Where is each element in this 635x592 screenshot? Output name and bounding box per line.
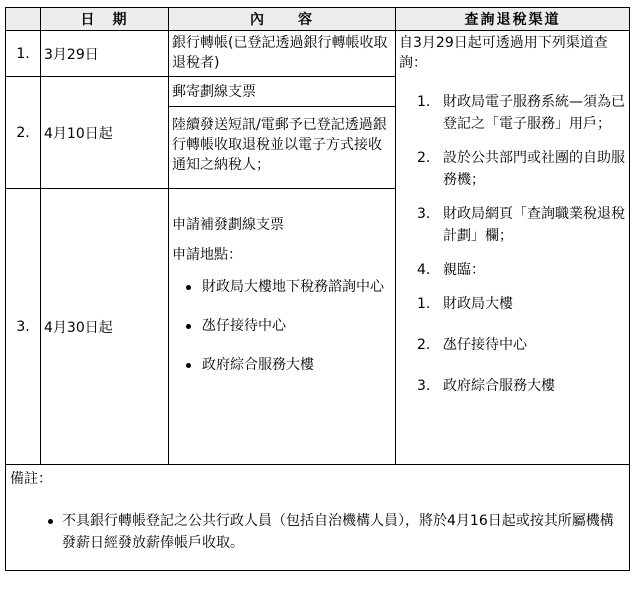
- header-channel: 查詢退稅渠道: [396, 8, 630, 31]
- row-date: 3月29日: [41, 31, 169, 77]
- remark-text: 不具銀行轉帳登記之公共行政人員（包括自治機構人員），將於4月16日起或按其所屬機構發薪日經發放薪俸帳戶收取。: [62, 510, 625, 554]
- refund-table-container: [5, 7, 629, 571]
- header-content: 內 容: [169, 8, 396, 31]
- remark-list: [10, 510, 625, 554]
- list-item: 財政局大樓地下稅務諮詢中心: [202, 277, 392, 298]
- list-item: 3. 財政局網頁「查詢職業稅退稅計劃」欄；: [417, 206, 625, 244]
- table-row: [6, 31, 630, 77]
- row-number: 1.: [6, 31, 41, 77]
- row-content-mail-cheque: 郵寄劃線支票: [169, 77, 396, 107]
- reissue-location-label: 申請地點：: [172, 247, 242, 263]
- table-header-row: [6, 8, 630, 31]
- row-date: 4月30日起: [41, 189, 169, 465]
- row-content: 銀行轉帳(已登記透過銀行轉帳收取退稅者): [169, 31, 396, 77]
- row-number: 3.: [6, 189, 41, 465]
- list-item: 1. 財政局大樓: [417, 296, 513, 312]
- list-item: 2. 氹仔接待中心: [417, 337, 527, 353]
- row-number: 2.: [6, 77, 41, 189]
- list-item: 政府綜合服務大樓: [202, 355, 392, 376]
- list-item: 2. 設於公共部門或社團的自助服務機；: [417, 150, 625, 188]
- list-item: 1. 財政局電子服務系統—須為已登記之「電子服務」用戶；: [417, 94, 625, 132]
- row-content-notification: 陸續發送短訊/電郵予已登記透過銀行轉帳收取退稅並以電子方式接收通知之納稅人；: [169, 107, 396, 189]
- remark-label: 備註：: [10, 471, 52, 487]
- header-date: 日 期: [41, 8, 169, 31]
- refund-schedule-table: [5, 7, 630, 571]
- channel-list: [399, 91, 626, 397]
- channel-intro: 自3月29日起可透過用下列渠道查詢：: [399, 35, 608, 71]
- remark-row: [6, 465, 630, 571]
- row-content-reissue: [169, 189, 396, 465]
- list-item: 氹仔接待中心: [202, 316, 392, 337]
- channel-cell: [396, 31, 630, 465]
- row-date: 4月10日起: [41, 77, 169, 189]
- remark-cell: [6, 465, 630, 571]
- location-list: [172, 277, 392, 376]
- list-item: 4. 親臨：: [417, 262, 485, 278]
- header-num: [6, 8, 41, 31]
- reissue-title: 申請補發劃線支票: [172, 217, 284, 233]
- list-item: 3. 政府綜合服務大樓: [417, 378, 555, 394]
